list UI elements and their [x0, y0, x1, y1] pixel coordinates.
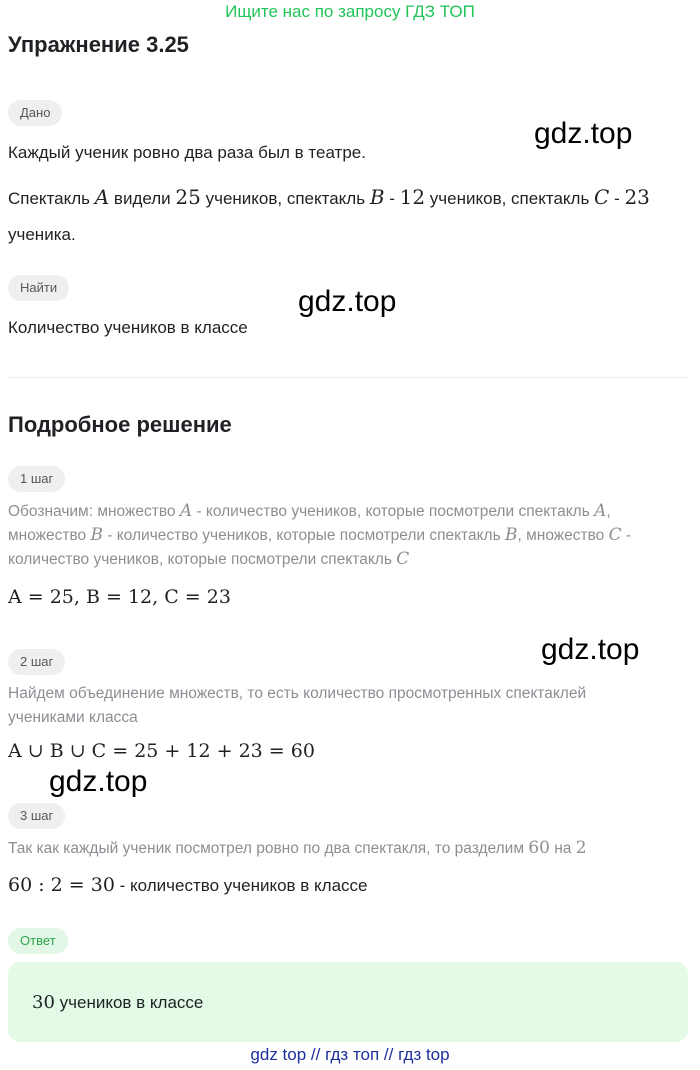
watermark: gdz.top [541, 633, 640, 666]
step-1-line-3: количество учеников, которые посмотрели спектакль C [8, 549, 410, 569]
given-badge: Дано [8, 100, 62, 126]
step-3-badge: 3 шаг [8, 803, 65, 829]
step-1-badge: 1 шаг [8, 466, 65, 492]
answer-badge: Ответ [8, 928, 68, 954]
find-text: Количество учеников в классе [8, 318, 248, 337]
answer-box [8, 962, 688, 1042]
step-3-result: 60 : 2 = 30 - количество учеников в классе [8, 874, 368, 896]
solution-title: Подробное решение [8, 412, 232, 437]
watermark: gdz.top [49, 765, 148, 798]
step-2-line-2: учениками класса [8, 709, 138, 726]
step-1-formula: A = 25, B = 12, C = 23 [8, 586, 231, 608]
section-divider [8, 377, 688, 378]
watermark: gdz.top [534, 117, 633, 150]
given-line-3: ученика. [8, 225, 76, 244]
top-banner: Ищите нас по запросу ГДЗ ТОП [225, 2, 475, 21]
step-2-badge: 2 шаг [8, 649, 65, 675]
step-1-line-2: множество B - количество учеников, которые посмотрели спектакль B, множество C - [8, 525, 632, 545]
step-3-line-1: Так как каждый ученик посмотрел ровно по два спектакля, то разделим 60 на 2 [8, 838, 587, 858]
given-line-2: Спектакль A видели 25 учеников, спектакль B - 12 учеников, спектакль C - 23 [8, 185, 650, 209]
watermark: gdz.top [298, 285, 397, 318]
footer-links[interactable]: gdz top // гдз топ // гдз top [250, 1045, 450, 1064]
step-2-line-1: Найдем объединение множеств, то есть количество просмотренных спектаклей [8, 685, 587, 702]
find-badge: Найти [8, 275, 69, 301]
answer-text: 30 учеников в классе [32, 992, 204, 1013]
page-title: Упражнение 3.25 [8, 32, 189, 57]
given-line-1: Каждый ученик ровно два раза был в театре. [8, 143, 366, 162]
step-2-formula: A ∪ B ∪ C = 25 + 12 + 23 = 60 [8, 740, 315, 762]
step-1-line-1: Обозначим: множество A - количество учеников, которые посмотрели спектакль A, [8, 501, 611, 521]
